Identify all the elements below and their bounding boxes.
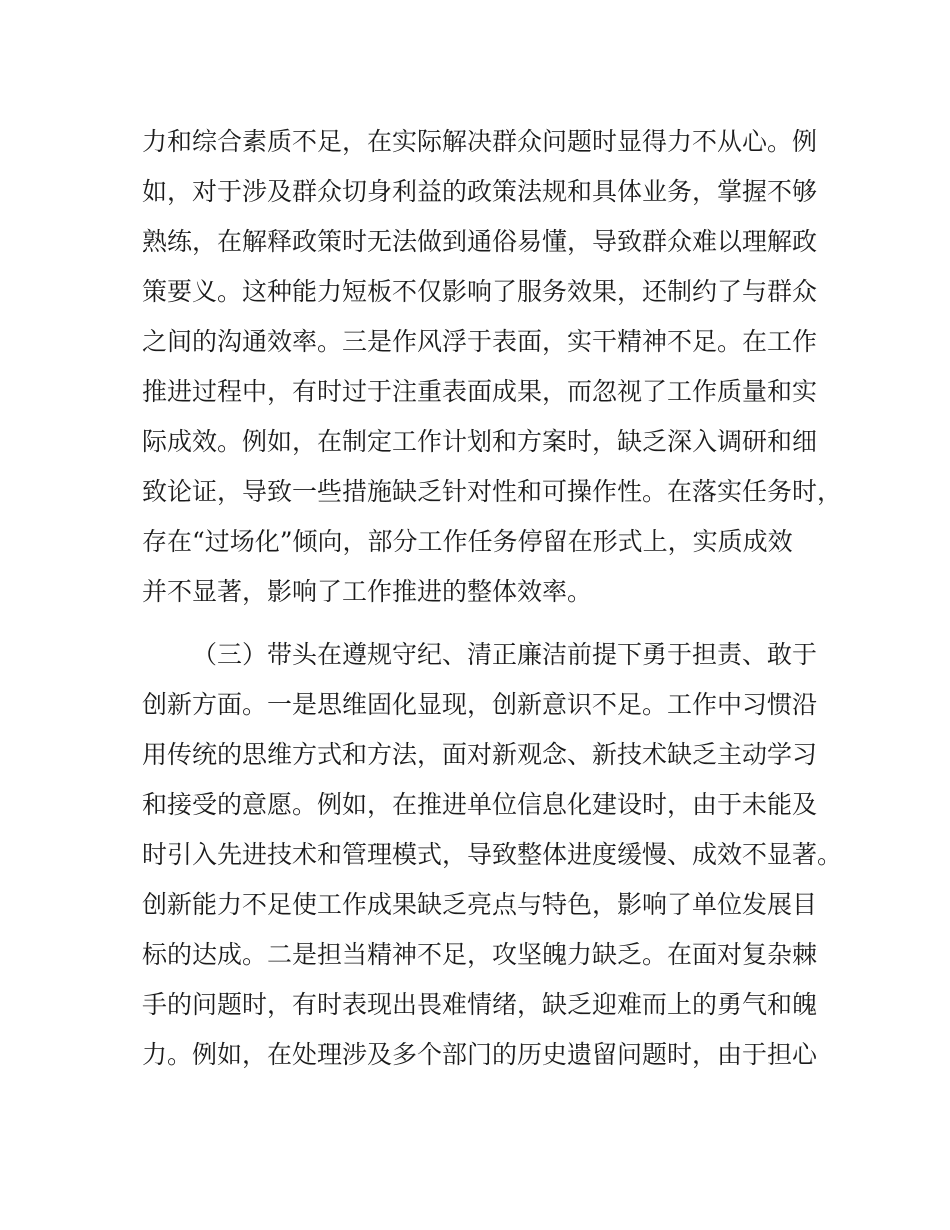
text-line-17: 标的达成。二是担当精神不足，攻坚魄力缺乏。在面对复杂棘 — [142, 940, 818, 969]
text-line-18: 手的问题时，有时表现出畏难情绪，缺乏迎难而上的勇气和魄 — [142, 990, 818, 1019]
text-line-16: 创新能力不足使工作成果缺乏亮点与特色，影响了单位发展目 — [142, 890, 818, 919]
text-line-10: 并不显著，影响了工作推进的整体效率。 — [142, 577, 593, 606]
text-line-12: 创新方面。一是思维固化显现，创新意识不足。工作中习惯沿 — [142, 690, 818, 719]
text-line-8: 致论证，导致一些措施缺乏针对性和可操作性。在落实任务时， — [142, 477, 843, 506]
text-line-3: 熟练，在解释政策时无法做到通俗易懂，导致群众难以理解政 — [142, 227, 818, 256]
text-line-14: 和接受的意愿。例如，在推进单位信息化建设时，由于未能及 — [142, 790, 818, 819]
text-line-1: 力和综合素质不足，在实际解决群众问题时显得力不从心。例 — [142, 127, 818, 156]
text-line-6: 推进过程中，有时过于注重表面成果，而忽视了工作质量和实 — [142, 377, 818, 406]
text-line-5: 之间的沟通效率。三是作风浮于表面，实干精神不足。在工作 — [142, 327, 818, 356]
section-heading-line: （三）带头在遵规守纪、清正廉洁前提下勇于担责、敢于 — [192, 640, 818, 669]
text-line-2: 如，对于涉及群众切身利益的政策法规和具体业务，掌握不够 — [142, 177, 818, 206]
text-line-13: 用传统的思维方式和方法，面对新观念、新技术缺乏主动学习 — [142, 740, 818, 769]
text-line-19: 力。例如，在处理涉及多个部门的历史遗留问题时，由于担心 — [142, 1040, 818, 1069]
text-line-15: 时引入先进技术和管理模式，导致整体进度缓慢、成效不显著。 — [142, 840, 843, 869]
text-line-7: 际成效。例如，在制定工作计划和方案时，缺乏深入调研和细 — [142, 427, 818, 456]
text-line-4: 策要义。这种能力短板不仅影响了服务效果，还制约了与群众 — [142, 277, 818, 306]
text-line-9: 存在“过场化”倾向，部分工作任务停留在形式上，实质成效 — [142, 527, 793, 556]
